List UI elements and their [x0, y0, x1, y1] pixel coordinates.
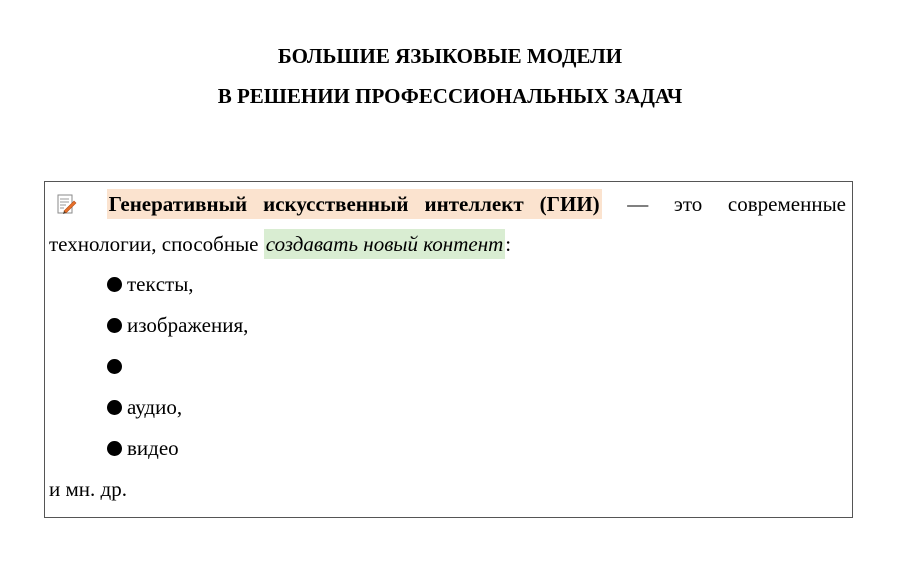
list-item	[107, 268, 248, 309]
title-line-1: БОЛЬШИЕ ЯЗЫКОВЫЕ МОДЕЛИ	[277, 44, 623, 68]
list-item-text: аудио,	[127, 395, 183, 419]
bullet-icon	[107, 277, 122, 292]
term-word: (ГИИ)	[539, 191, 600, 216]
content-types-list	[107, 268, 248, 473]
closing-text: и мн. др.	[49, 477, 127, 501]
term-word: Генеративный	[108, 191, 248, 216]
definition-word: современные	[727, 191, 846, 216]
bullet-icon	[107, 359, 122, 374]
list-item	[107, 432, 248, 473]
definition-second-line	[49, 228, 511, 260]
list-item	[107, 309, 248, 350]
definition-word: это	[673, 191, 703, 216]
list-item	[107, 391, 248, 432]
bullet-icon	[107, 441, 122, 456]
list-item-text: изображения,	[127, 313, 249, 337]
definition-first-line	[57, 188, 846, 220]
document-title	[0, 36, 900, 116]
title-line-2: В РЕШЕНИИ ПРОФЕССИОНАЛЬНЫХ ЗАДАЧ	[217, 84, 683, 108]
term-word: искусственный	[263, 191, 409, 216]
term-highlight	[107, 189, 602, 219]
definition-prefix: технологии, способные	[49, 232, 264, 256]
bullet-icon	[107, 400, 122, 415]
definition-word: —	[627, 191, 649, 216]
definition-colon: :	[505, 232, 512, 256]
list-item-text: видео	[127, 436, 179, 460]
bullet-icon	[107, 318, 122, 333]
list-item	[107, 350, 248, 391]
action-highlight: создавать новый контент	[264, 229, 506, 259]
pencil-edit-icon	[57, 193, 77, 215]
definition-box	[44, 181, 853, 518]
list-item-text: текcты,	[127, 272, 194, 296]
term-word: интеллект	[424, 191, 524, 216]
